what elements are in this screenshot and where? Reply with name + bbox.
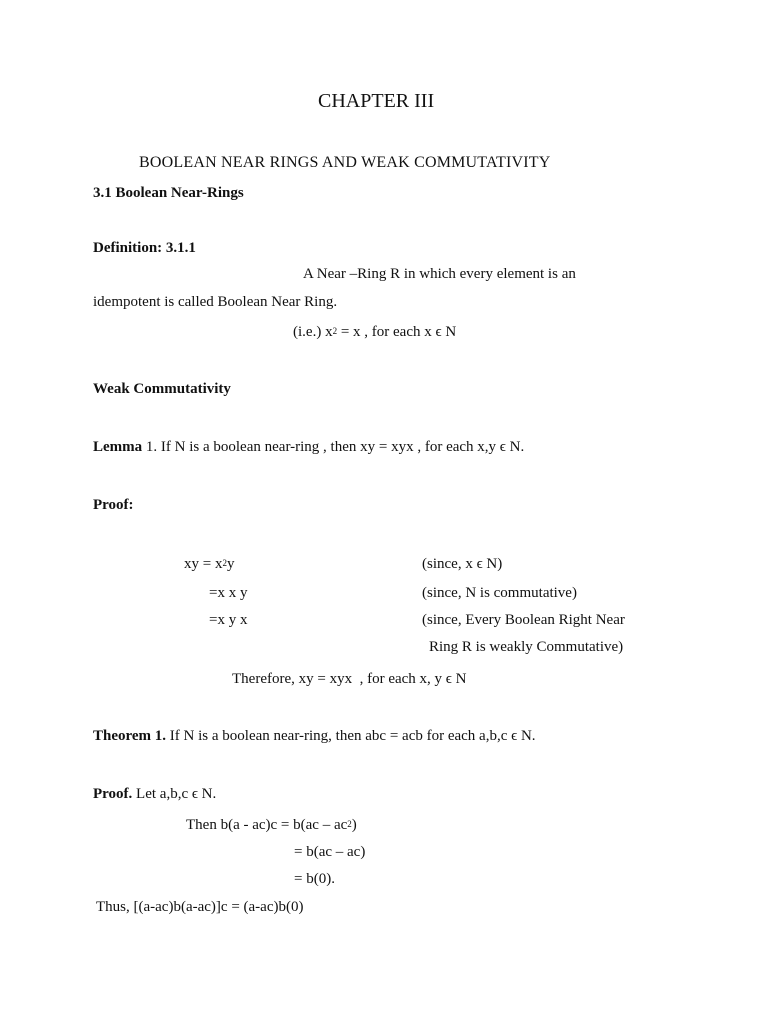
lemma-statement bbox=[93, 440, 524, 455]
chapter-heading: CHAPTER III bbox=[318, 90, 435, 112]
proof-1-reason-1: (since, x ϵ N) bbox=[422, 556, 503, 572]
proof-2-line-1-post: ) bbox=[351, 817, 357, 833]
definition-line-1: A Near –Ring R in which every element is an bbox=[303, 266, 576, 282]
theorem-statement bbox=[93, 729, 536, 744]
step-1-pre: xy = x bbox=[184, 556, 223, 572]
weak-commutativity-heading: Weak Commutativity bbox=[93, 381, 231, 397]
proof-1-step-3: =x y x bbox=[209, 612, 248, 628]
proof-2-line-1 bbox=[186, 818, 357, 833]
lemma-text: 1. If N is a boolean near-ring , then xy = xyx , for each x,y ϵ N. bbox=[142, 439, 525, 455]
proof-2-line-2: = b(ac – ac) bbox=[294, 844, 366, 860]
proof-1-step-2: =x x y bbox=[209, 585, 248, 601]
proof-1-reason-3-continued: Ring R is weakly Commutative) bbox=[429, 639, 624, 655]
formula-post: = x , for each x ϵ N bbox=[337, 324, 457, 340]
lemma-label: Lemma bbox=[93, 439, 143, 455]
proof-1-reason-2: (since, N is commutative) bbox=[422, 585, 577, 601]
definition-heading: Definition: 3.1.1 bbox=[93, 240, 196, 256]
section-heading: 3.1 Boolean Near-Rings bbox=[93, 185, 244, 201]
proof-2-label: Proof. bbox=[93, 786, 133, 802]
formula-sup: 2 bbox=[332, 326, 338, 336]
definition-line-2: idempotent is called Boolean Near Ring. bbox=[93, 294, 338, 310]
theorem-text: If N is a boolean near-ring, then abc = acb for each a,b,c ϵ N. bbox=[166, 728, 536, 744]
proof-2-line-1-sup: 2 bbox=[347, 819, 352, 829]
step-1-sup: 2 bbox=[222, 558, 227, 568]
proof-2-line-1-pre: Then b(a - ac)c = b(ac – ac bbox=[186, 817, 348, 833]
proof-2-start bbox=[93, 787, 216, 802]
proof-1-step-1 bbox=[184, 557, 234, 572]
proof-1-conclusion: Therefore, xy = xyx , for each x, y ϵ N bbox=[232, 671, 467, 687]
definition-formula bbox=[293, 325, 456, 340]
proof-2-line-3: = b(0). bbox=[294, 871, 335, 887]
chapter-title: BOOLEAN NEAR RINGS AND WEAK COMMUTATIVITY bbox=[139, 154, 551, 171]
proof-1-reason-3: (since, Every Boolean Right Near bbox=[422, 612, 625, 628]
theorem-label: Theorem 1. bbox=[93, 728, 167, 744]
proof-1-label: Proof: bbox=[93, 497, 134, 513]
formula-pre: (i.e.) x bbox=[293, 324, 333, 340]
proof-2-line-4: Thus, [(a-ac)b(a-ac)]c = (a-ac)b(0) bbox=[96, 899, 304, 915]
step-1-post: y bbox=[226, 556, 235, 572]
proof-2-text: Let a,b,c ϵ N. bbox=[132, 786, 217, 802]
